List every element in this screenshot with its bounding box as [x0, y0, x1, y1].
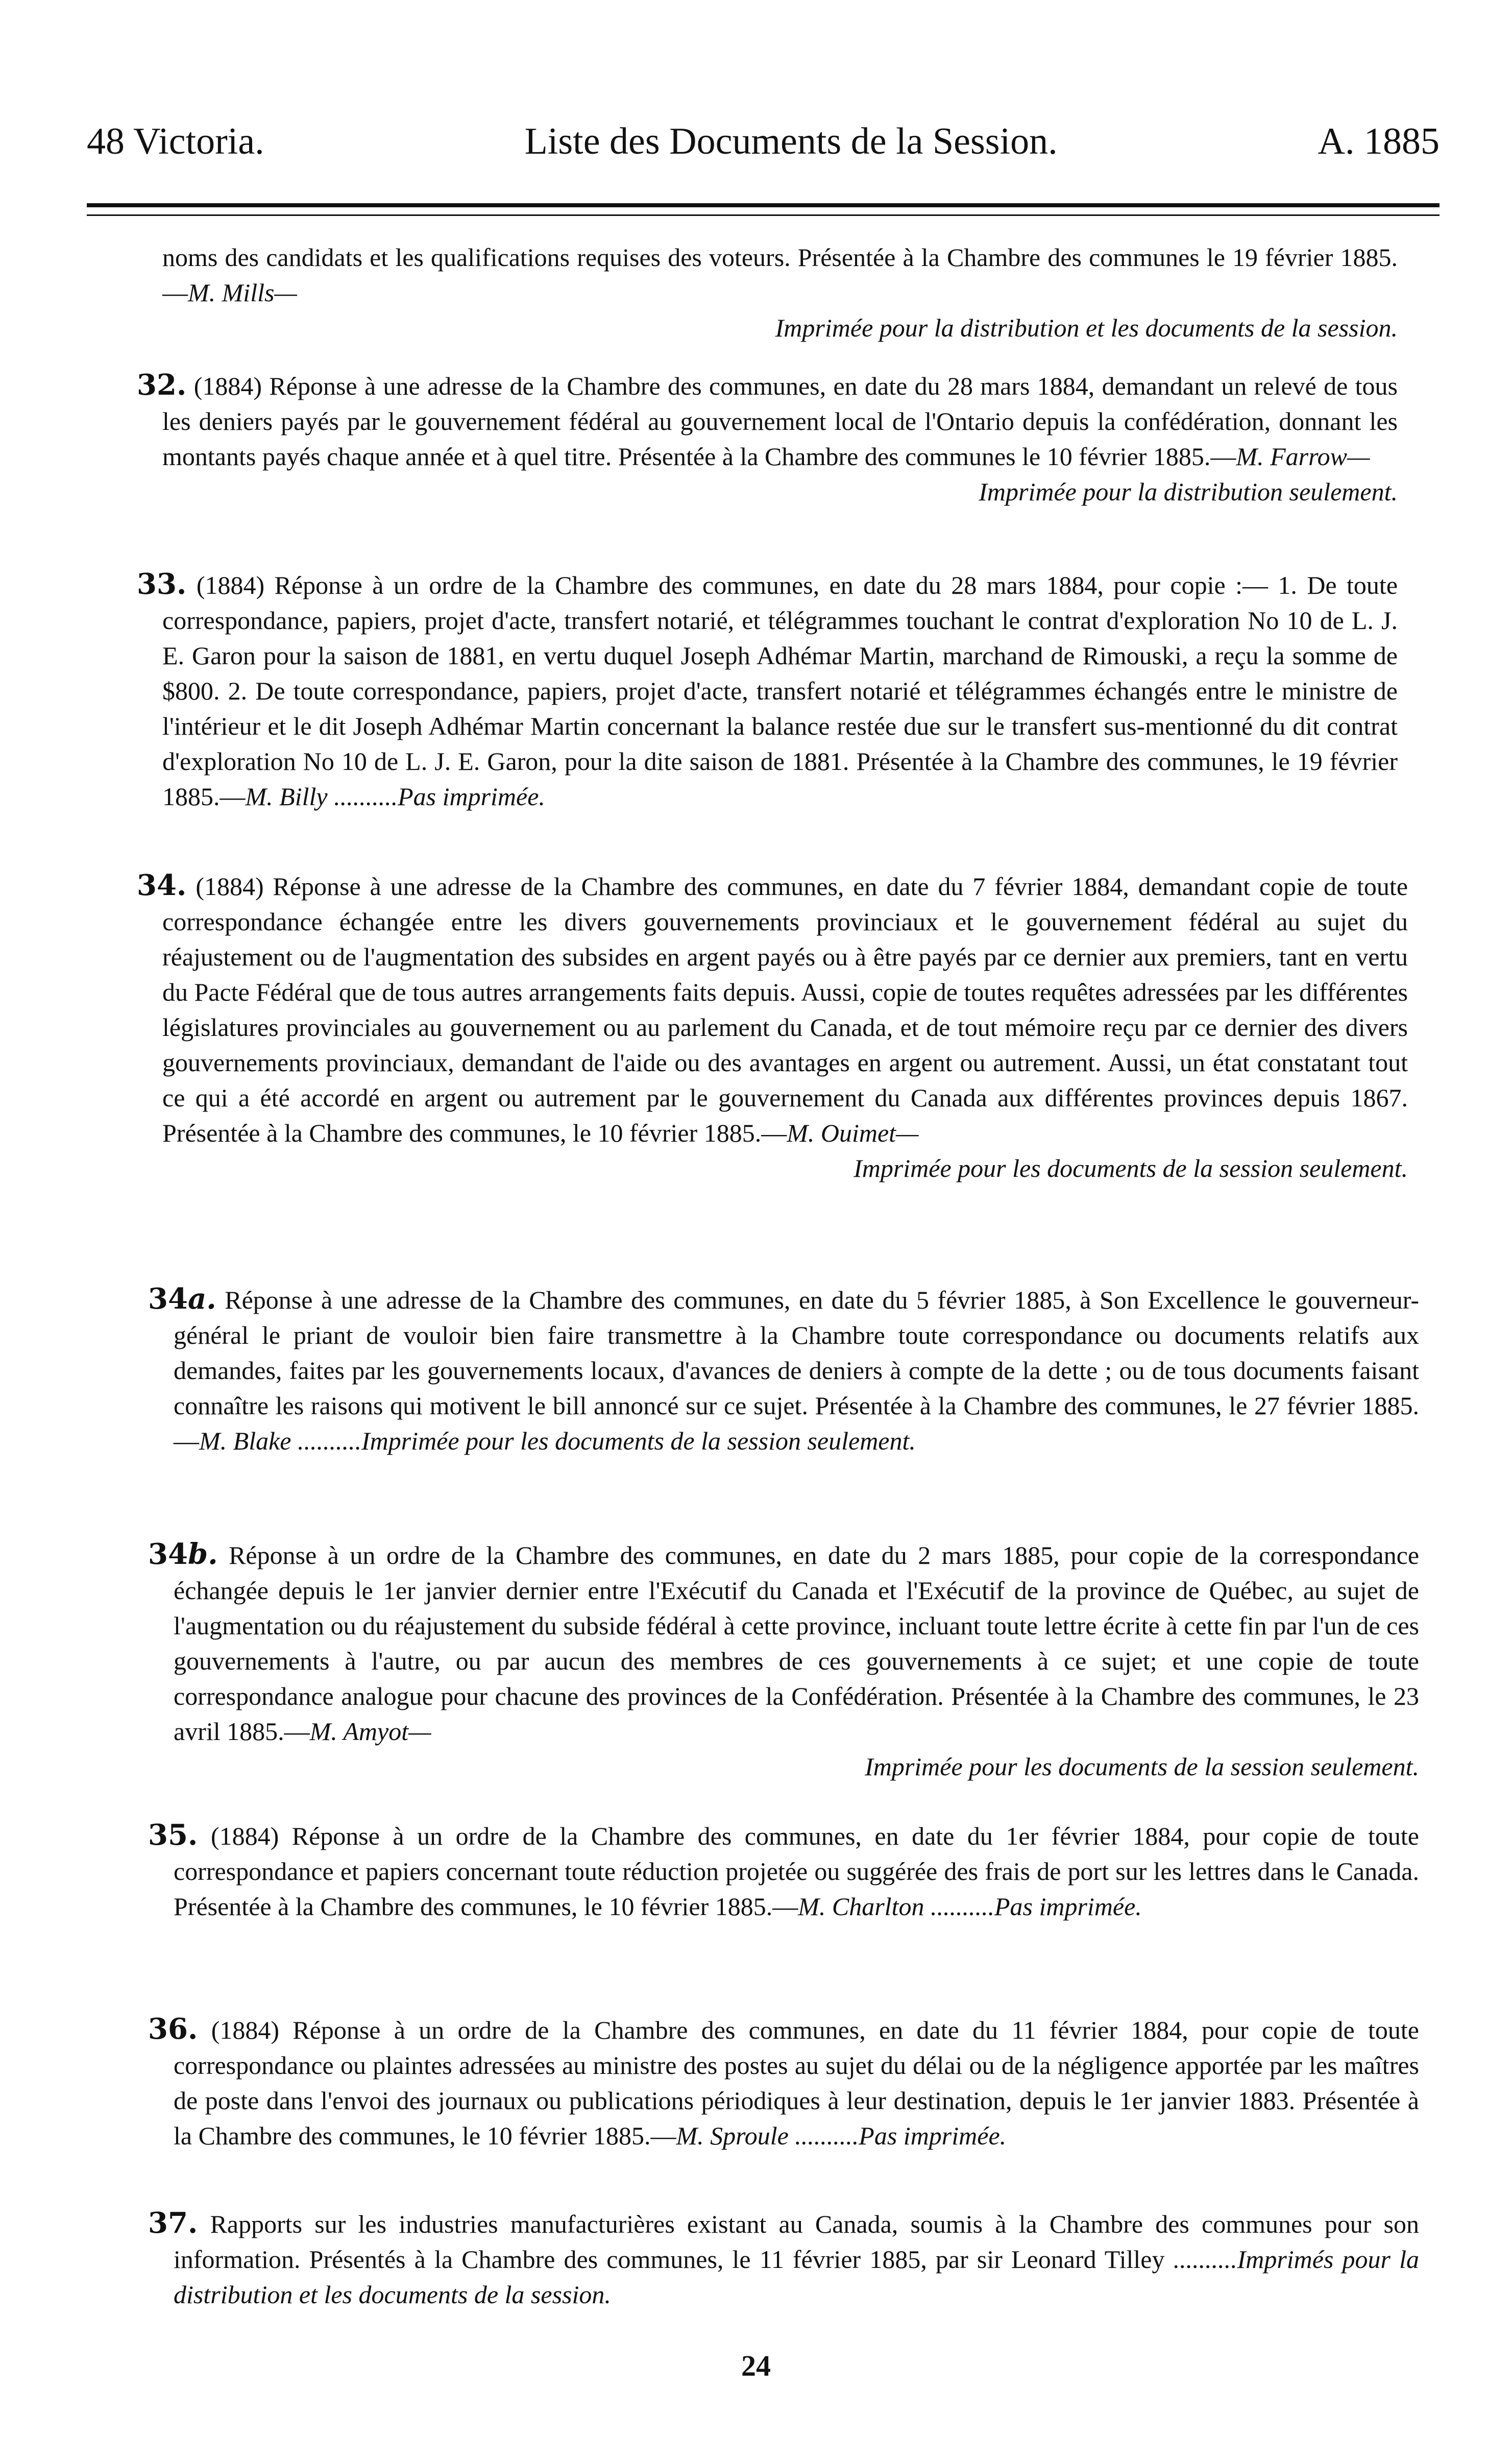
header-title: Liste des Documents de la Session. [524, 120, 1058, 162]
entry-number: 34a. [148, 1282, 216, 1316]
entry-36: 36. (1884) Réponse à un ordre de la Chambre des communes, en date du 11 février 1884, pour copie de toute correspondance ou plaintes adressées au ministre des postes au sujet du délai ou de la négligence apportée par les maîtres de poste dans l'envoi des journaux ou publications périodiques à leur destination, depuis le 1er janvier 1883. Présentée à la Chambre des communes, le 10 février 1885.—M. Sproule ..........Pas imprimée. [148, 2012, 1419, 2150]
running-header [87, 120, 1440, 162]
entry-author: M. Billy [245, 782, 328, 811]
entry-number: 34b. [148, 1537, 218, 1571]
entry-number: 36. [148, 2012, 198, 2046]
page-number: 24 [741, 2349, 771, 2382]
entry-text: (1884) Réponse à un ordre de la Chambre des communes, en date du 11 février 1884, pour copie de toute correspondance ou plaintes adressées au ministre des postes au sujet du délai ou de la négligence apportée par les maîtres de poste dans l'envoi des journaux ou publications périodiques à leur destination, depuis le 1er janvier 1883. Présentée à la Chambre des communes, le 10 février 1885.— [174, 2016, 1419, 2150]
entry-32 [137, 368, 1398, 510]
entry-37: 37. Rapports sur les industries manufacturières existant au Canada, soumis à la Chambre des communes pour son information. Présentés à la Chambre des communes, le 11 février 1885, par sir Leonard Tilley ..........Imprimés pour la distribution et les documents de la session. [148, 2206, 1420, 2309]
header-year: A. 1885 [1318, 120, 1440, 162]
entry-text: (1884) Réponse à une adresse de la Chambre des communes, en date du 7 février 1884, demandant copie de toute correspondance échangée entre les divers gouvernements provinciaux et le gouvernement fédéral au sujet du réajustement ou de l'augmentation des subsides en argent payés ou à être payés par ce dernier aux premiers, tant en vertu du Pacte Fédéral que de tous autres arrangements faits depuis. Aussi, copie de toutes requêtes adressées par les différentes législatures provinciales au gouvernement ou au parlement du Canada, et de tout mémoire reçu par ce dernier des divers gouvernements provinciaux, demandant de l'aide ou des avantages en argent ou autrement. Aussi, un état constatant tout ce qui a été accordé en argent ou autrement par le gouvernement du Canada aux différentes provinces depuis 1867. Présentée à la Chambre des communes, le 10 février 1885.— [162, 872, 1408, 1147]
entry-author: M. Blake [199, 1427, 291, 1455]
entry-number: 35. [148, 1818, 198, 1852]
entry-disposition: Pas imprimée. [994, 1892, 1142, 1921]
entry-text: Rapports sur les industries manufacturières existant au Canada, soumis à la Chambre des communes pour son information. Présentés à la Chambre des communes, le 11 février 1885, par sir Leonard Tilley [174, 2210, 1420, 2274]
entry-number: 32. [137, 368, 187, 402]
entry-34a: 34a. Réponse à une adresse de la Chambre des communes, en date du 5 février 1885, à Son Excellence le gouverneur-général le priant de vouloir bien faire transmettre à la Chambre toute correspondance ou documents relatifs aux demandes, faites par les gouvernements locaux, d'avances de deniers à compte de la dette ; ou de tous documents faisant connaître les raisons qui motivent le bill annoncé sur ce sujet. Présentée à la Chambre des communes, le 27 février 1885.—M. Blake ..........Imprimée pour les documents de la session seulement. [148, 1282, 1420, 1455]
entry-number: 34. [137, 868, 187, 902]
entry-author: M. Amyot— [309, 1717, 431, 1746]
entry-disposition: Imprimée pour la distribution seulement. [979, 477, 1398, 506]
entry-33: 33. (1884) Réponse à un ordre de la Chambre des communes, en date du 28 mars 1884, pour copie :— 1. De toute correspondance, papiers, projet d'acte, transfert notarié, et télégrammes touchant le contrat d'exploration No 10 de L. J. E. Garon pour la saison de 1881, en vertu duquel Joseph Adhémar Martin, marchand de Rimouski, a reçu la somme de $800. 2. De toute correspondance, papiers, projet d'acte, transfert notarié et télégrammes échangés entre le ministre de l'intérieur et le dit Joseph Adhémar Martin concernant la balance restée due sur le transfert sus-mentionné du dit contrat d'exploration No 10 de L. J. E. Garon, pour la dite saison de 1881. Présentée à la Chambre des communes, le 19 février 1885.—M. Billy ..........Pas imprimée. [137, 567, 1398, 811]
entry-author: M. Farrow— [1236, 442, 1370, 471]
entry-author: M. Charlton [798, 1892, 924, 1921]
header-regnal-year: 48 Victoria. [87, 120, 264, 162]
entry-35: 35. (1884) Réponse à un ordre de la Chambre des communes, en date du 1er février 1884, pour copie de toute correspondance et papiers concernant toute réduction projetée ou suggérée des frais de port sur les lettres dans le Canada. Présentée à la Chambre des communes, le 10 février 1885.—M. Charlton ..........Pas imprimée. [148, 1818, 1419, 1921]
entry-continuation [162, 240, 1398, 346]
entry-disposition: Imprimée pour les documents de la session seulement. [865, 1752, 1419, 1781]
entry-author: M. Sproule [676, 2121, 789, 2150]
entry-text: Réponse à un ordre de la Chambre des communes, en date du 2 mars 1885, pour copie de la correspondance échangée depuis le 1er janvier dernier entre l'Exécutif du Canada et l'Exécutif de la province de Québec, au sujet de l'augmentation ou du réajustement du subside fédéral à cette province, incluant toute lettre écrite à cette fin par l'un de ces gouvernements à l'autre, ou par aucun des membres de ces gouvernements à ce sujet; et une copie de toute correspondance analogue pour chacune des provinces de la Confédération. Présentée à la Chambre des communes, le 23 avril 1885.— [174, 1541, 1420, 1746]
header-rule-thin [87, 214, 1440, 216]
entry-number: 33. [137, 567, 187, 601]
entry-text: noms des candidats et les qualifications requises des voteurs. Présentée à la Chambre des communes le 19 février 1885.— [162, 243, 1398, 307]
entry-disposition: Pas imprimée. [398, 782, 545, 811]
entry-text: (1884) Réponse à un ordre de la Chambre des communes, en date du 1er février 1884, pour copie de toute correspondance et papiers concernant toute réduction projetée ou suggérée des frais de port sur les lettres dans le Canada. Présentée à la Chambre des communes, le 10 février 1885.— [174, 1822, 1419, 1921]
entry-disposition: Imprimés pour la distribution et les documents de la session. [174, 2245, 1420, 2309]
entry-disposition: Imprimée pour la distribution et les documents de la session. [775, 313, 1398, 342]
entry-disposition: Imprimée pour les documents de la session seulement. [853, 1154, 1408, 1182]
entry-34 [137, 868, 1408, 1186]
entry-disposition: Pas imprimée. [859, 2121, 1007, 2150]
entry-author: M. Mills— [188, 278, 297, 307]
entry-text: (1884) Réponse à une adresse de la Chambre des communes, en date du 28 mars 1884, demandant un relevé de tous les deniers payés par le gouvernement fédéral au gouvernement local de l'Ontario depuis la confédération, donnant les montants payés chaque année et à quel titre. Présentée à la Chambre des communes le 10 février 1885.— [162, 372, 1398, 471]
entry-disposition: Imprimée pour les documents de la session seulement. [361, 1427, 916, 1455]
header-rule-thick [87, 203, 1440, 207]
entry-author: M. Ouimet— [787, 1119, 919, 1147]
entry-text: (1884) Réponse à un ordre de la Chambre des communes, en date du 28 mars 1884, pour copie :— 1. De toute correspondance, papiers, projet d'acte, transfert notarié, et télégrammes touchant le contrat d'exploration No 10 de L. J. E. Garon pour la saison de 1881, en vertu duquel Joseph Adhémar Martin, marchand de Rimouski, a reçu la somme de $800. 2. De toute correspondance, papiers, projet d'acte, transfert notarié et télégrammes échangés entre le ministre de l'intérieur et le dit Joseph Adhémar Martin concernant la balance restée due sur le transfert sus-mentionné du dit contrat d'exploration No 10 de L. J. E. Garon, pour la dite saison de 1881. Présentée à la Chambre des communes, le 19 février 1885.— [162, 571, 1398, 811]
entry-34b [148, 1537, 1419, 1784]
entry-number: 37. [148, 2206, 198, 2240]
entry-text: Réponse à une adresse de la Chambre des communes, en date du 5 février 1885, à Son Excellence le gouverneur-général le priant de vouloir bien faire transmettre à la Chambre toute correspondance ou documents relatifs aux demandes, faites par les gouvernements locaux, d'avances de deniers à compte de la dette ; ou de tous documents faisant connaître les raisons qui motivent le bill annoncé sur ce sujet. Présentée à la Chambre des communes, le 27 février 1885.— [174, 1286, 1420, 1455]
